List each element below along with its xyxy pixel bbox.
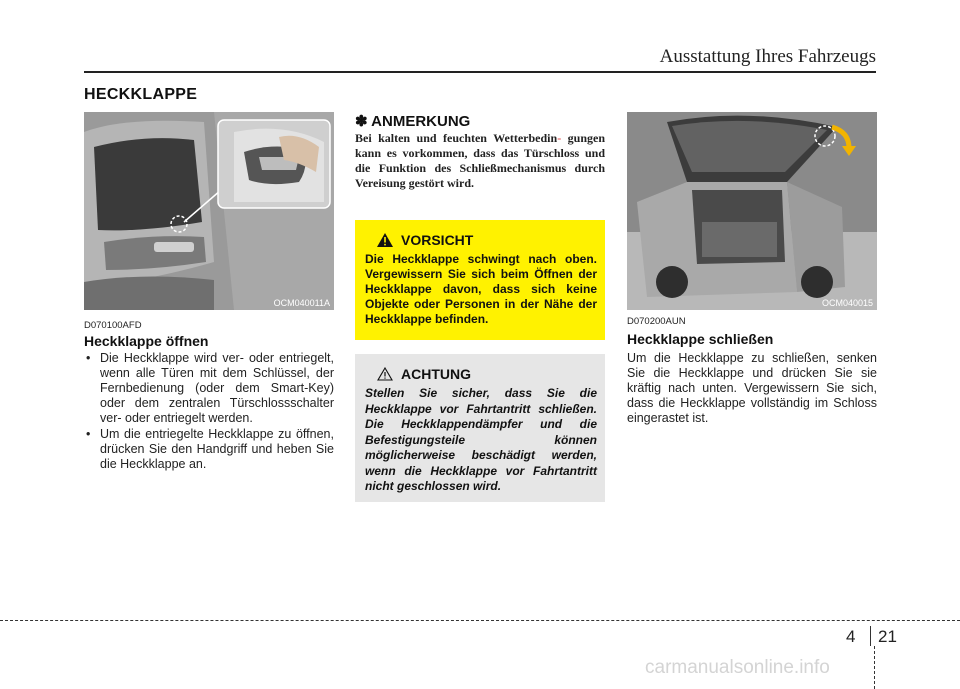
warning-outline-triangle-icon (377, 367, 393, 381)
watermark: carmanualsonline.info (645, 657, 830, 678)
warning-header (365, 366, 597, 382)
warning-triangle-icon (377, 233, 393, 247)
caution-header (365, 232, 597, 248)
page-number-separator (870, 626, 871, 646)
open-section-title: Heckklappe öffnen (84, 333, 209, 349)
warning-box (355, 354, 605, 502)
page-number: 21 (878, 627, 897, 646)
warning-text: Stellen Sie sicher, dass Sie die Heckklappe vor Fahrtantritt schließen. Die Heckklappendämpfer und die Befestigungsteile können möglicherweise beschädigt werden, wenn die Heckklappe vor Fahrtantritt nicht geschlossen wird. (365, 386, 597, 493)
close-instructions-text: Um die Heckklappe zu schließen, senken Sie die Heckklappe und drücken Sie sie kräftig nach unten. Vergewissern Sie sich, dass die Heckklappe vollständig im Schloss eingerastet ist. (627, 351, 877, 425)
header-rule (84, 71, 876, 73)
caution-text: Die Heckklappe schwingt nach oben. Vergewissern Sie sich beim Öffnen der Heckklappe davon, dass sich keine Objekte oder Personen in der Nähe der Heckklappe befinden. (365, 252, 597, 326)
tailgate-close-illustration (627, 112, 877, 310)
photo-caption-right: OCM040015 (821, 298, 873, 308)
open-section-code: D070100AFD (84, 320, 142, 331)
list-item (84, 351, 334, 426)
tailgate-open-handle-photo (84, 112, 334, 310)
open-instruction-1: Die Heckklappe wird ver- oder entriegelt, wenn alle Türen mit dem Schlüssel, der Fernbedienung (oder dem Smart-Key) oder dem zentralen Türschlossschalter ver- oder entriegelt werden. (100, 351, 334, 425)
footer-vertical-rule (874, 646, 875, 689)
caution-title: VORSICHT (401, 232, 474, 248)
note-title: ✽ ANMERKUNG (355, 113, 471, 130)
tailgate-handle-illustration (84, 112, 334, 310)
chapter-number: 4 (846, 627, 856, 646)
note-text-part1: Bei kalten und feuchten Wetterbedin (355, 131, 558, 145)
note-text (355, 131, 605, 191)
open-instructions-list (84, 351, 334, 473)
close-section-code: D070200AUN (627, 316, 686, 327)
photo-caption-left: OCM040011A (273, 298, 330, 308)
bullet-symbol: • (86, 427, 91, 441)
close-section-title: Heckklappe schließen (627, 331, 774, 347)
section-title: HECKKLAPPE (84, 86, 198, 103)
bullet-symbol: • (86, 351, 91, 365)
header-title: Ausstattung Ihres Fahrzeugs (659, 46, 876, 67)
footer-rule (0, 620, 960, 621)
tailgate-close-photo (627, 112, 877, 310)
open-instruction-2: Um die entriegelte Heckklappe zu öffnen, drücken Sie den Handgriff und heben Sie die Heckklappe an. (100, 427, 334, 471)
list-item (84, 427, 334, 472)
note-text-part2: gungen kann es vorkommen, dass das Türschloss und die Funktion des Schließmechanismus durch Vereisung gestört wird. (355, 131, 605, 190)
warning-title: ACHTUNG (401, 366, 471, 382)
note-hyphen: - (557, 131, 562, 145)
caution-box (355, 220, 605, 340)
